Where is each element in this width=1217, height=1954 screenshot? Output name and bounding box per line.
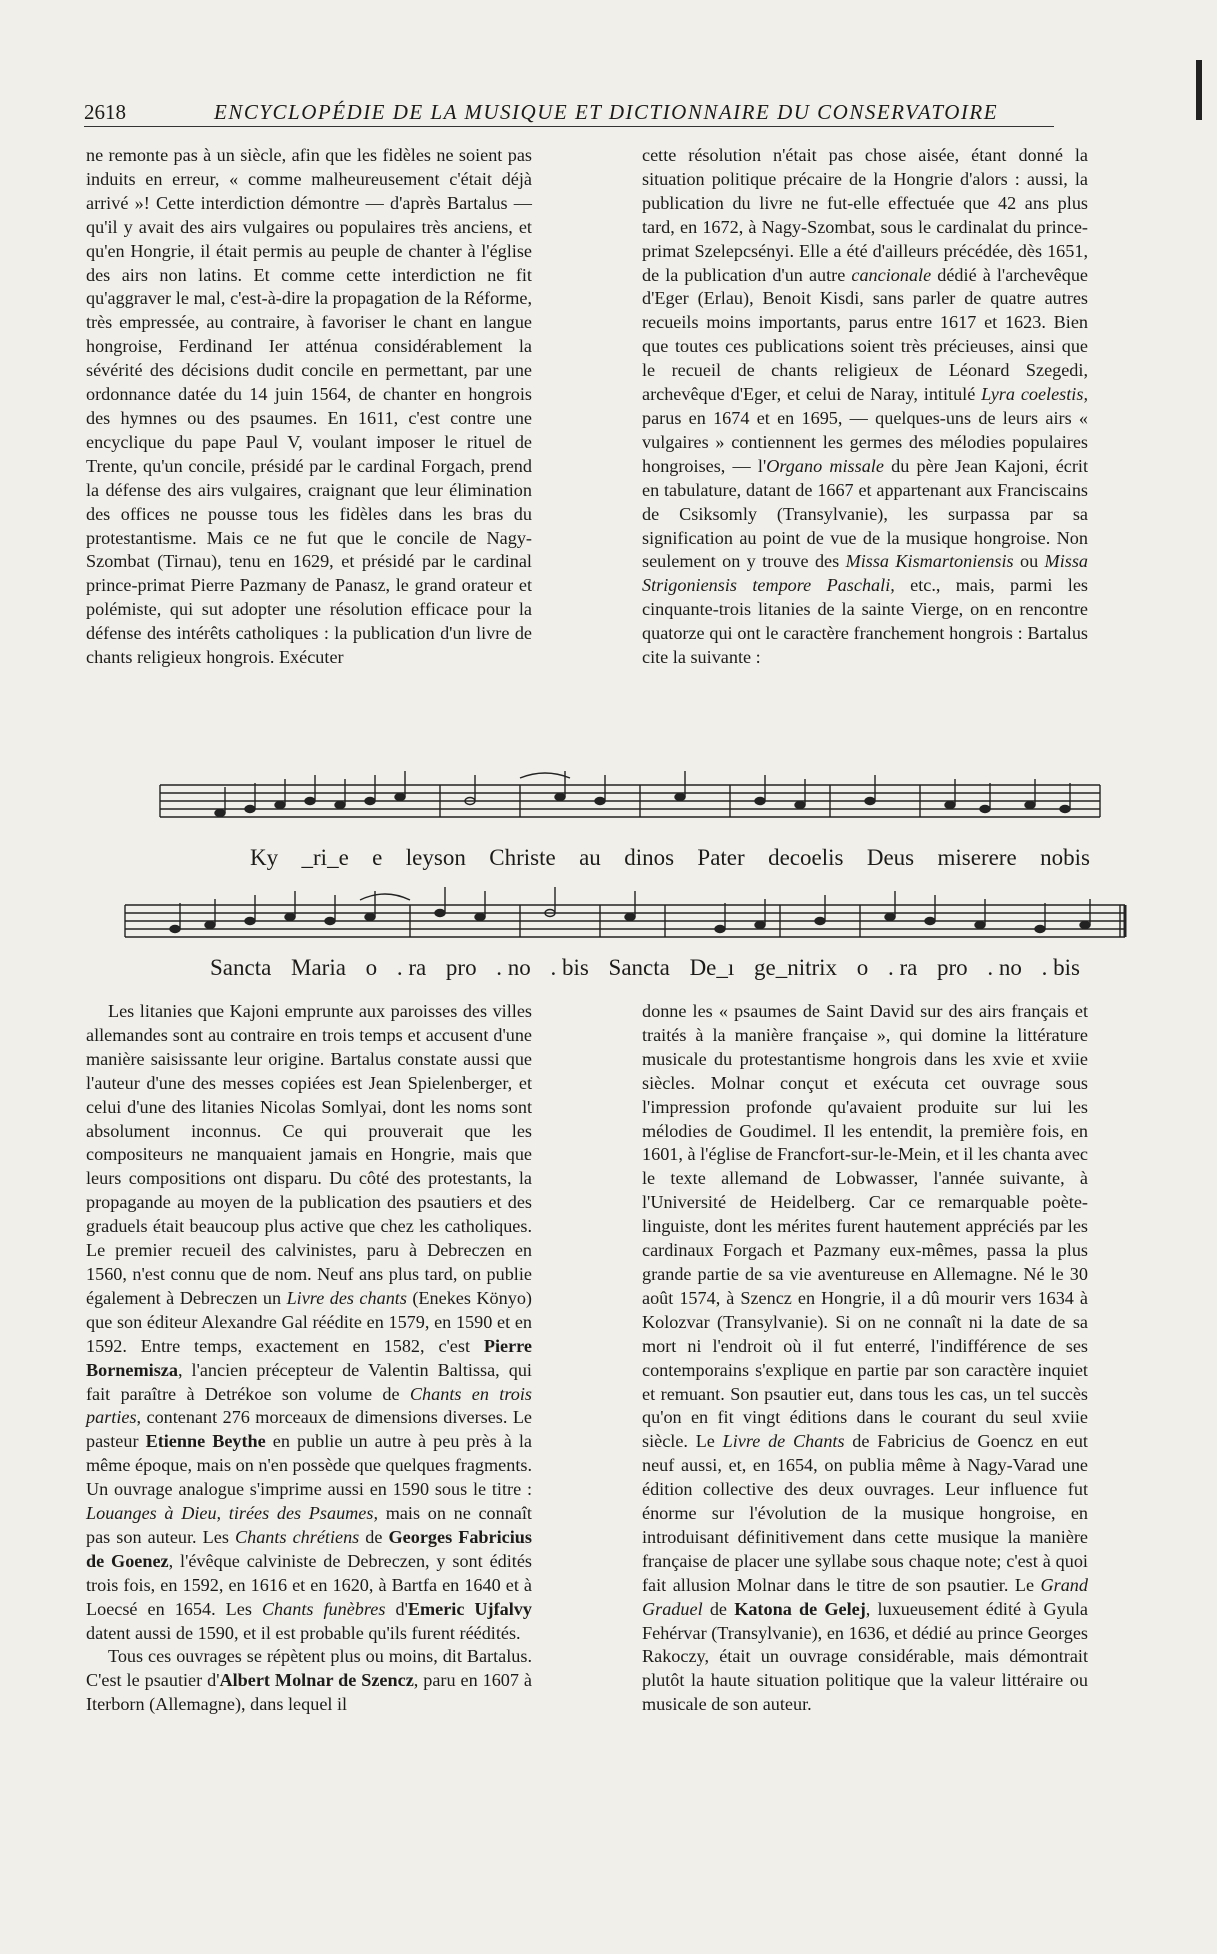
paragraph: donne les « psaumes de Saint David sur des airs français et traités à la manière française », qui domine la littérature musicale du protestantisme hongrois dans les xvie et xviie siècles. Molnar conçut et exécuta cet ouvrage sous l'impression profonde qu'avaient produite sur lui les mélodies de Goudimel. Il les entendit, la première fois, en 1601, à l'église de Francfort-sur-le-Mein, et il les chanta avec le texte allemand de Lobwasser, l'année suivante, à l'Université de Heidelberg. Car ce remarquable poète-linguiste, dont les mérites furent hautement appréciés par les cardinaux Forgach et Pazmany eux-mêmes, passa la plus grande partie de sa vie aventureuse en Allemagne. Né le 30 août 1574, à Szencz en Hongrie, il a dû mourir vers 1634 à Kolozvar (Transylvanie). Si on ne connaît ni la date de sa mort ni l'endroit où il fut enterré, l'indifférence de ses contemporains s'explique en partie par son caractère inquiet et remuant. Son psautier eut, dans tous les cas, un tel succès qu'on en fit vingt éditions dans le courant du seul xviie siècle. Le Livre de Chants de Fabricius de Goencz en eut neuf aussi, et, en 1654, on publia même à Nagy-Varad une édition collective des deux ouvrages. Leur influence fut énorme sur l'évolution de la musique hongroise, en introduisant définitivement dans cette musique la manière française de placer une syllabe sous chaque note; c'est à quoi fait allusion Molnar dans le titre de son psautier. Le Grand Graduel de Katona de Gelej, luxueusement édité à Gyula Fehérvar (Transylvanie), en 1636, et dédié au prince Georges Rakoczy, était un ouvrage considérable, mais démontrait plutôt la haute situation politique que la valeur littéraire ou musicale de son auteur. xyxy=(642,1001,1088,1715)
paragraph: Les litanies que Kajoni emprunte aux paroisses des villes allemandes sont au contraire en trois temps et accusent d'une manière saisissante leur origine. Bartalus constate aussi que l'auteur d'une des messes copiées est Jean Spielenberger, et celui d'une des litanies Nicolas Somlyai, dont les noms sont absolument inconnus. Ce qui prouverait que les compositeurs ne manquaient jamais en Hongrie, mais que leurs compositions ont disparu. Du côté des protestants, la propagande au moyen de la publication des psautiers et des graduels était beaucoup plus active que chez les catholiques. Le premier recueil des calvinistes, paru à Debreczen en 1560, n'est connu que de nom. Neuf ans plus tard, on publie également à Debreczen un Livre des chants (Enekes Könyo) que son éditeur Alexandre Gal réédite en 1579, en 1590 et en 1592. Entre temps, exactement en 1582, c'est Pierre Bornemisza, l'ancien précepteur de Valentin Baltissa, qui fait paraître à Detrékoe son volume de Chants en trois parties, contenant 276 morceaux de dimensions diverses. Le pasteur Etienne Beythe en publie un autre à peu près à la même époque, mais on n'en possède que quelques fragments. Un ouvrage analogue s'imprime aussi en 1590 sous le titre : Louanges à Dieu, tirées des Psaumes, mais on ne connaît pas son auteur. Les Chants chrétiens de Georges Fabricius de Goenez, l'évêque calviniste de Debreczen, y sont édités trois fois, en 1592, en 1616 et en 1620, à Bartfa en 1640 et à Loecsé en 1654. Les Chants funèbres d'Emeric Ujfalvy datent aussi de 1590, et il est probable qu'ils furent réédités. xyxy=(86,1001,532,1643)
paragraph: Tous ces ouvrages se répètent plus ou moins, dit Bartalus. C'est le psautier d'Albert Molnar de Szencz, paru en 1607 à Iterborn (Allemagne), dans lequel il xyxy=(86,1646,532,1715)
paragraph: ne remonte pas à un siècle, afin que les fidèles ne soient pas induits en erreur, « comme malheureusement c'était déjà arrivé »! Cette interdiction démontre — d'après Bartalus — qu'il y avait des airs vulgaires ou populaires très anciens, et qu'en Hongrie, il était permis au peuple de chanter à l'église des airs non latins. Et comme cette interdiction ne fit qu'aggraver le mal, c'est-à-dire la propagation de la Réforme, très empressée, au contraire, à favoriser le chant en langue hongroise, Ferdinand Ier atténua considérablement la sévérité des décisions dudit concile en permettant, par une ordonnance datée du 14 juin 1564, de chanter en hongrois des hymnes ou des psaumes. En 1611, c'est contre une encyclique du pape Paul V, voulant imposer le rituel de Trente, qu'un concile, présidé par le cardinal Forgach, prend la défense des airs vulgaires, craignant que leur élimination des offices ne pousse tous les fidèles dans les bras du protestantisme. Mais ce ne fut que le concile de Nagy-Szombat (Tirnau), tenu en 1629, et présidé par le cardinal prince-primat Pierre Pazmany de Panasz, le grand orateur et polémiste, qui sut adopter une résolution efficace pour la défense des intérêts catholiques : la publication d'un livre de chants religieux hongrois. Exécuter xyxy=(86,145,532,668)
lyrics-line-2: Sancta Maria o . ra pro . no . bis Sancta De_ı ge_nitrix o . ra pro . no . bis xyxy=(210,955,1080,980)
running-title: ENCYCLOPÉDIE DE LA MUSIQUE ET DICTIONNAIRE DU CONSERVATOIRE xyxy=(214,100,999,124)
staff-line-2 xyxy=(125,905,1125,937)
lyrics-line-1: Ky _ri_e e leyson Christe au dinos Pater decoelis Deus miserere nobis xyxy=(250,845,1090,870)
column-bottom-right xyxy=(642,1000,1088,1717)
column-bottom-left xyxy=(86,1000,532,1717)
page-number: 2618 xyxy=(84,100,126,124)
margin-mark xyxy=(1196,60,1202,120)
column-top-left xyxy=(86,144,532,670)
paragraph: cette résolution n'était pas chose aisée, étant donné la situation politique précaire de la Hongrie d'alors : aussi, la publication du livre ne fut-elle effectuée que 42 ans plus tard, en 1672, à Nagy-Szombat, sous le cardinalat du prince-primat Szelepcsényi. Elle a été d'ailleurs précédée, dès 1651, de la publication d'un autre cancionale dédié à l'archevêque d'Eger (Erlau), Benoit Kisdi, sans parler de quatre autres recueils moins importants, parus entre 1617 et 1623. Bien que toutes ces publications soient très précieuses, ainsi que le recueil de chants religieux de Léonard Szegedi, archevêque d'Eger, et celui de Naray, intitulé Lyra coelestis, parus en 1674 et en 1695, — quelques-uns de leurs airs « vulgaires » contiennent les germes des mélodies populaires hongroises, — l'Organo missale du père Jean Kajoni, écrit en tabulature, datant de 1667 et appartenant aux Franciscains de Csiksomly (Transylvanie), les surpassa par sa signification au point de vue de la musique hongroise. Non seulement on y trouve des Missa Kismartoniensis ou Missa Strigoniensis tempore Paschali, etc., mais, parmi les cinquante-trois litanies de la sainte Vierge, on en rencontre quatorze qui ont le caractère franchement hongrois : Bartalus cite la suivante : xyxy=(642,145,1089,668)
staff-line-1 xyxy=(160,785,1100,817)
column-top-right xyxy=(642,144,1088,670)
notes-line-2 xyxy=(170,887,1090,933)
page-header xyxy=(84,100,1054,127)
notes-line-1 xyxy=(215,771,1070,817)
